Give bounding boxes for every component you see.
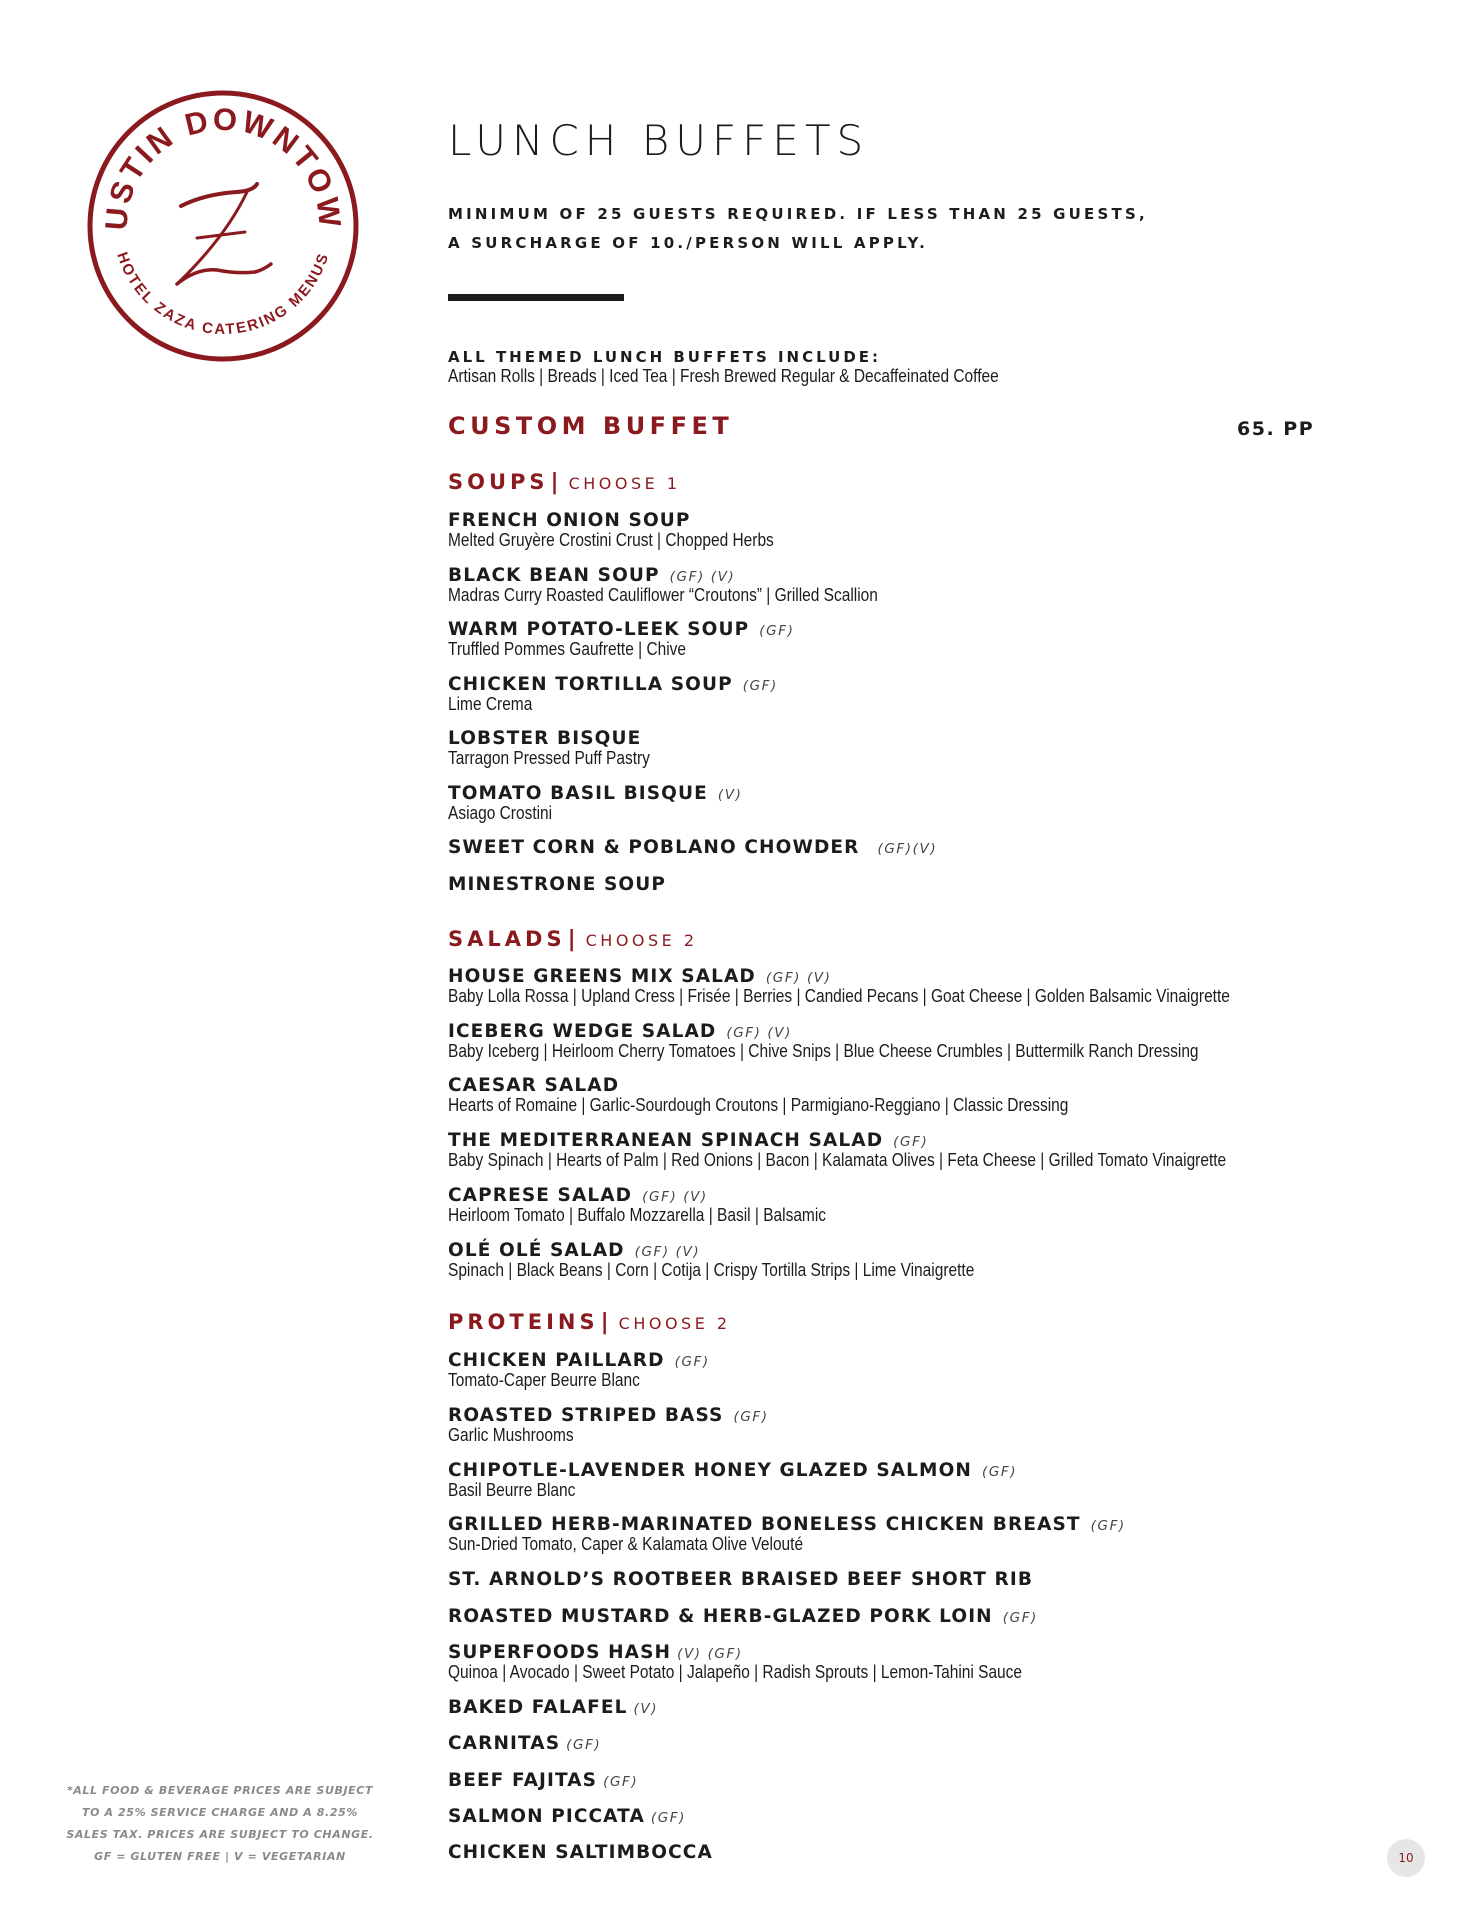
item-diet-tag: (GF) (1002, 1610, 1038, 1626)
menu-item (448, 1806, 686, 1827)
footnote-line: TO A 25% SERVICE CHARGE AND A 8.25% (82, 1806, 358, 1819)
item-name: HOUSE GREENS MIX SALAD (448, 966, 756, 987)
svg-text:HOTEL ZAZA CATERING MENUS (113, 250, 332, 338)
soups-section-heading (448, 470, 681, 495)
menu-item (448, 728, 683, 768)
buffet-title: CUSTOM BUFFET (448, 412, 734, 440)
item-diet-tag: (GF) (V) (642, 1189, 708, 1205)
menu-item (448, 1606, 1038, 1627)
item-name: CHICKEN PAILLARD (448, 1350, 665, 1371)
page-number: 10 (1387, 1839, 1425, 1877)
menu-item (448, 1130, 1353, 1170)
footnote-line: GF = GLUTEN FREE | V = VEGETARIAN (94, 1850, 346, 1863)
seal-top-text: USTIN DOWNTOW (98, 101, 349, 232)
item-description: Truffled Pommes Gaufrette | Chive (448, 639, 687, 659)
item-description: Garlic Mushrooms (448, 1425, 574, 1445)
item-name: CHIPOTLE-LAVENDER HONEY GLAZED SALMON (448, 1460, 972, 1481)
item-description: Spinach | Black Beans | Corn | Cotija | Crispy Tortilla Strips | Lime Vinaigrette (448, 1260, 975, 1280)
item-diet-tag: (V) (717, 787, 743, 803)
item-name: MINESTRONE SOUP (448, 874, 667, 895)
menu-item (448, 837, 937, 858)
proteins-separator: | (600, 1310, 609, 1335)
soups-choose: CHOOSE 1 (568, 474, 681, 493)
item-diet-tag: (GF)(V) (877, 841, 938, 857)
menu-item (448, 1733, 601, 1754)
item-name: OLÉ OLÉ SALAD (448, 1240, 625, 1261)
item-description: Basil Beurre Blanc (448, 1480, 576, 1500)
item-description: Tomato-Caper Beurre Blanc (448, 1370, 640, 1390)
menu-item (448, 1842, 713, 1863)
item-description: Madras Curry Roasted Cauliflower “Croutons” | Grilled Scallion (448, 585, 878, 605)
item-name: SWEET CORN & POBLANO CHOWDER (448, 837, 860, 858)
item-diet-tag: (GF) (1090, 1518, 1126, 1534)
item-description: Quinoa | Avocado | Sweet Potato | Jalapeño | Radish Sprouts | Lemon-Tahini Sauce (448, 1662, 1023, 1682)
footnote-line: SALES TAX. PRICES ARE SUBJECT TO CHANGE. (66, 1828, 374, 1841)
minimum-guests-notice (448, 200, 1148, 258)
salads-choose: CHOOSE 2 (585, 931, 698, 950)
item-diet-tag: (GF) (742, 678, 778, 694)
item-name: CARNITAS (448, 1733, 561, 1754)
includes-block (448, 348, 1348, 386)
includes-text: Artisan Rolls | Breads | Iced Tea | Fresh Brewed Regular & Decaffeinated Coffee (448, 366, 999, 386)
item-description: Heirloom Tomato | Buffalo Mozzarella | Basil | Balsamic (448, 1205, 827, 1225)
notice-line-1: MINIMUM OF 25 GUESTS REQUIRED. IF LESS THAN 25 GUESTS, (448, 205, 1148, 223)
item-description: Sun-Dried Tomato, Caper & Kalamata Olive Velouté (448, 1534, 804, 1554)
item-description: Asiago Crostini (448, 803, 553, 823)
soups-heading: SOUPS (448, 470, 549, 494)
item-diet-tag: (GF) (650, 1810, 687, 1826)
notice-line-2: A SURCHARGE OF 10./PERSON WILL APPLY. (448, 234, 929, 252)
salads-separator: | (567, 927, 576, 952)
menu-item (448, 783, 742, 823)
item-name: ROASTED STRIPED BASS (448, 1405, 724, 1426)
menu-item (448, 966, 1357, 1006)
item-diet-tag: (V) (633, 1701, 659, 1717)
item-name: ROASTED MUSTARD & HERB-GLAZED PORK LOIN (448, 1606, 993, 1627)
item-description: Lime Crema (448, 694, 533, 714)
item-name: TOMATO BASIL BISQUE (448, 783, 708, 804)
item-diet-tag: (GF) (V) (765, 970, 832, 986)
item-description: Hearts of Romaine | Garlic-Sourdough Croutons | Parmigiano-Reggiano | Classic Dressing (448, 1095, 1069, 1115)
footnote-line: *ALL FOOD & BEVERAGE PRICES ARE SUBJECT (66, 1784, 374, 1797)
menu-item (448, 565, 948, 605)
item-name: BEEF FAJITAS (448, 1770, 598, 1791)
soups-separator: | (550, 470, 559, 495)
menu-item (448, 1075, 1169, 1115)
item-name: LOBSTER BISQUE (448, 728, 642, 749)
z-monogram (177, 184, 271, 284)
seal-bottom-text: HOTEL ZAZA CATERING MENUS (113, 249, 333, 339)
divider-rule (448, 294, 624, 301)
menu-item (448, 1697, 658, 1718)
menu-item (448, 1514, 1126, 1554)
item-name: CAESAR SALAD (448, 1075, 620, 1096)
svg-text:AUSTIN DOWNTOWN (85, 88, 348, 232)
item-name: THE MEDITERRANEAN SPINACH SALAD (448, 1130, 884, 1151)
item-description: Melted Gruyère Crostini Crust | Chopped Herbs (448, 530, 774, 550)
proteins-section-heading (448, 1310, 731, 1335)
item-name: CHICKEN SALTIMBOCCA (448, 1842, 713, 1863)
salads-heading: SALADS (448, 927, 566, 951)
item-diet-tag: (GF) (893, 1134, 929, 1150)
menu-item (448, 1185, 888, 1225)
salads-section-heading (448, 927, 698, 952)
item-description: Baby Lolla Rossa | Upland Cress | Frisée | Berries | Candied Pecans | Goat Cheese | Golden Balsamic Vinaigrette (448, 986, 1230, 1006)
menu-item (448, 619, 794, 659)
menu-item (448, 874, 666, 895)
item-description: Tarragon Pressed Puff Pastry (448, 748, 650, 768)
includes-heading: ALL THEMED LUNCH BUFFETS INCLUDE: (448, 348, 882, 366)
menu-item (448, 1460, 1017, 1500)
item-name: BLACK BEAN SOUP (448, 565, 660, 586)
pricing-footnote (60, 1780, 380, 1868)
item-name: CAPRESE SALAD (448, 1185, 633, 1206)
menu-item (448, 510, 827, 550)
menu-item (448, 1770, 638, 1791)
menu-item (448, 1569, 1033, 1590)
item-description: Baby Iceberg | Heirloom Cherry Tomatoes | Chive Snips | Blue Cheese Crumbles | Buttermilk Ranch Dressing (448, 1041, 1199, 1061)
menu-item (448, 1642, 1115, 1682)
item-diet-tag: (V) (GF) (677, 1646, 743, 1662)
item-diet-tag: (GF) (733, 1409, 769, 1425)
item-diet-tag: (GF) (603, 1774, 639, 1790)
menu-item (448, 1350, 710, 1390)
item-diet-tag: (GF) (674, 1354, 710, 1370)
item-diet-tag: (GF) (V) (634, 1244, 701, 1260)
page-title: LUNCH BUFFETS (448, 116, 870, 165)
item-name: SALMON PICCATA (448, 1806, 645, 1827)
item-diet-tag: (GF) (V) (669, 569, 736, 585)
item-name: BAKED FALAFEL (448, 1697, 628, 1718)
menu-item (448, 1021, 1321, 1061)
item-name: WARM POTATO-LEEK SOUP (448, 619, 750, 640)
item-name: GRILLED HERB-MARINATED BONELESS CHICKEN BREAST (448, 1514, 1081, 1535)
item-diet-tag: (GF) (566, 1737, 602, 1753)
item-name: SUPERFOODS HASH (448, 1642, 672, 1663)
item-diet-tag: (GF) (759, 623, 795, 639)
menu-item (448, 1240, 1060, 1280)
hotel-zaza-seal-logo (85, 88, 361, 364)
item-name: CHICKEN TORTILLA SOUP (448, 674, 733, 695)
item-diet-tag: (GF) (V) (726, 1025, 792, 1041)
item-name: FRENCH ONION SOUP (448, 510, 691, 531)
seal-graphic (85, 88, 361, 364)
menu-item (448, 674, 778, 714)
buffet-price: 65. PP (1237, 418, 1315, 440)
menu-item (448, 1405, 769, 1445)
item-description: Baby Spinach | Hearts of Palm | Red Onions | Bacon | Kalamata Olives | Feta Cheese | Grilled Tomato Vinaigrette (448, 1150, 1227, 1170)
item-name: ST. ARNOLD’S ROOTBEER BRAISED BEEF SHORT RIB (448, 1569, 1034, 1590)
proteins-choose: CHOOSE 2 (618, 1314, 731, 1333)
item-name: ICEBERG WEDGE SALAD (448, 1021, 717, 1042)
item-diet-tag: (GF) (981, 1464, 1018, 1480)
proteins-heading: PROTEINS (448, 1310, 599, 1334)
